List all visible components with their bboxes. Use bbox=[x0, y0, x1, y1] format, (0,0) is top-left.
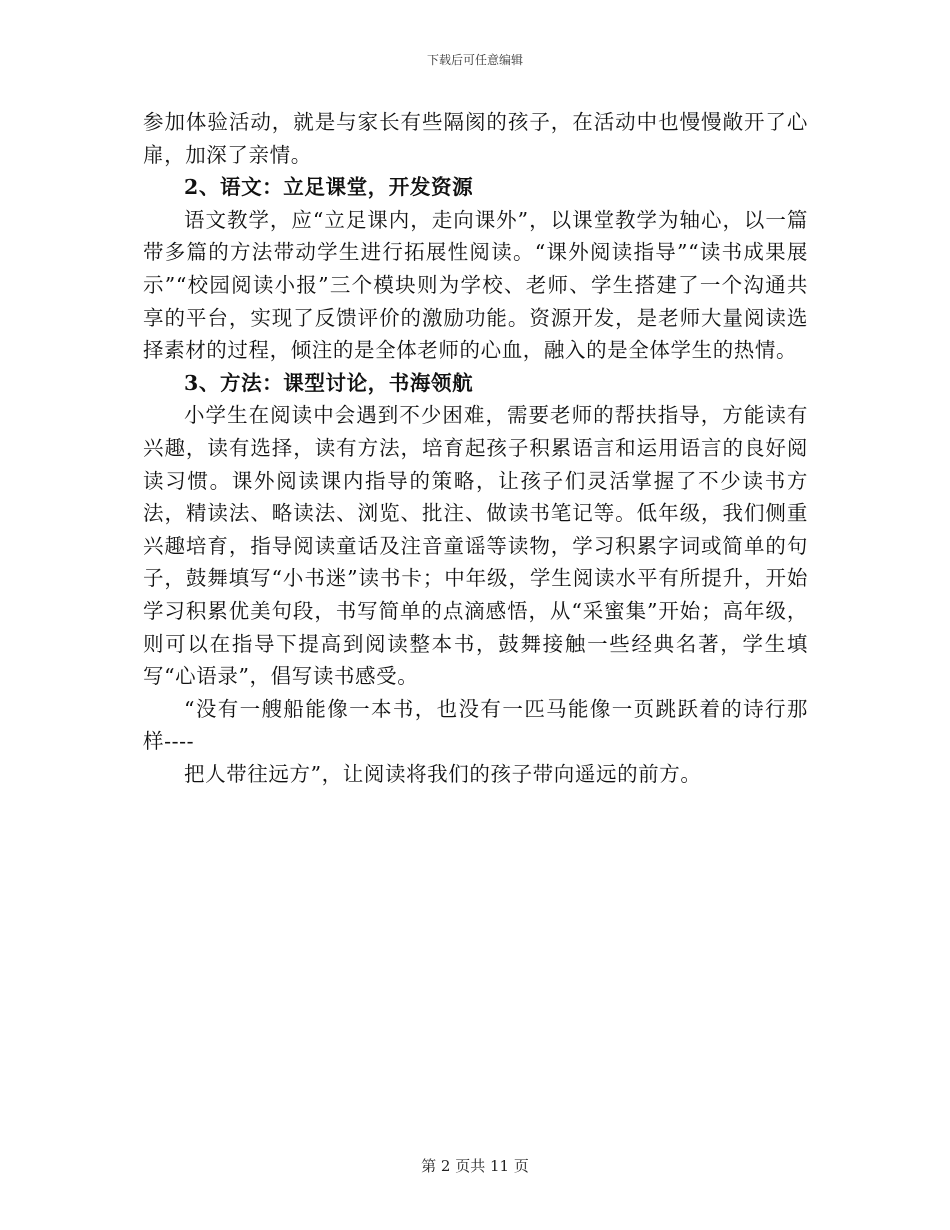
paragraph-4: “没有一艘船能像一本书，也没有一匹马能像一页跳跃着的诗行那样---- bbox=[143, 696, 808, 754]
page-header: 下载后可任意编辑 bbox=[426, 53, 523, 67]
paragraph-2: 语文教学，应“立足课内，走向课外”，以课堂教学为轴心，以一篇带多篇的方法带动学生进行拓展性阅读。“课外阅读指导”“读书成果展示”“校园阅读小报”三个模块则为学校、老师、学生搭建了一个沟通共享的平台，实现了反馈评价的激励功能。资源开发，是老师大量阅读选择素材的过程，倾注的是全体老师的心血，融入的是全体学生的热情。 bbox=[143, 207, 808, 363]
paragraph-1: 参加体验活动，就是与家长有些隔阂的孩子，在活动中也慢慢敞开了心扉，加深了亲情。 bbox=[143, 110, 808, 167]
page-number-footer: 第 2 页共 11 页 bbox=[421, 1157, 529, 1175]
document-body bbox=[143, 106, 808, 790]
section-heading-2: 2、语文：立足课堂，开发资源 bbox=[184, 175, 474, 200]
paragraph-5: 把人带往远方”，让阅读将我们的孩子带向遥远的前方。 bbox=[184, 761, 702, 786]
paragraph-3: 小学生在阅读中会遇到不少困难，需要老师的帮扶指导，方能读有兴趣，读有选择，读有方法，培育起孩子积累语言和运用语言的良好阅读习惯。课外阅读课内指导的策略，让孩子们灵活掌握了不少读书方法，精读法、略读法、浏览、批注、做读书笔记等。低年级，我们侧重兴趣培育，指导阅读童话及注音童谣等读物，学习积累字词或简单的句子，鼓舞填写“小书迷”读书卡；中年级，学生阅读水平有所提升，开始学习积累优美句段，书写简单的点滴感悟，从“采蜜集”开始；高年级，则可以在指导下提高到阅读整本书，鼓舞接触一些经典名著，学生填写“心语录”，倡写读书感受。 bbox=[143, 403, 808, 689]
section-heading-3: 3、方法：课型讨论，书海领航 bbox=[184, 370, 474, 395]
